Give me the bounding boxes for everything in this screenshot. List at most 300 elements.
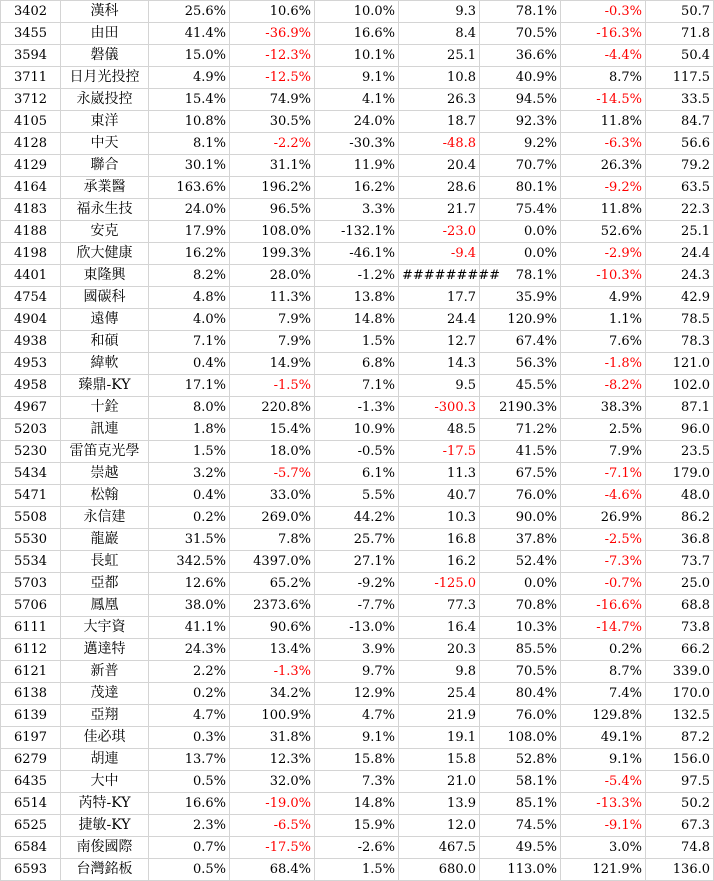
cell-v4: 10.8: [399, 67, 480, 89]
cell-v7: 66.2: [646, 639, 714, 661]
cell-v3: 10.9%: [315, 419, 399, 441]
table-row: [1, 133, 714, 155]
cell-v5: 0.0%: [480, 573, 561, 595]
cell-v7: 117.5: [646, 67, 714, 89]
cell-v6: 7.9%: [561, 441, 646, 463]
cell-v1: 4.0%: [149, 309, 230, 331]
cell-name: 臻鼎-KY: [61, 375, 149, 397]
table-row: [1, 749, 714, 771]
cell-v3: 9.1%: [315, 727, 399, 749]
cell-v7: 25.0: [646, 573, 714, 595]
table-row: [1, 67, 714, 89]
cell-v4: 16.8: [399, 529, 480, 551]
cell-v5: 52.4%: [480, 551, 561, 573]
cell-name: 福永生技: [61, 199, 149, 221]
cell-v6: -4.4%: [561, 45, 646, 67]
cell-v3: 13.8%: [315, 287, 399, 309]
cell-v6: -7.3%: [561, 551, 646, 573]
cell-v4: 12.7: [399, 331, 480, 353]
cell-code: 5508: [1, 507, 61, 529]
cell-name: 緯軟: [61, 353, 149, 375]
cell-v7: 73.8: [646, 617, 714, 639]
cell-v2: -12.5%: [230, 67, 315, 89]
cell-v7: 63.5: [646, 177, 714, 199]
cell-v4: 9.3: [399, 1, 480, 23]
cell-v4: 25.4: [399, 683, 480, 705]
cell-code: 6584: [1, 837, 61, 859]
cell-code: 5703: [1, 573, 61, 595]
cell-v7: 68.8: [646, 595, 714, 617]
cell-v3: 10.1%: [315, 45, 399, 67]
cell-name: 大宇資: [61, 617, 149, 639]
cell-v3: 16.6%: [315, 23, 399, 45]
cell-v5: 90.0%: [480, 507, 561, 529]
cell-v6: -14.7%: [561, 617, 646, 639]
cell-v2: -6.5%: [230, 815, 315, 837]
cell-v6: -2.5%: [561, 529, 646, 551]
cell-v4: 48.5: [399, 419, 480, 441]
cell-v1: 4.9%: [149, 67, 230, 89]
cell-v4: 40.7: [399, 485, 480, 507]
cell-v2: -12.3%: [230, 45, 315, 67]
cell-v7: 71.8: [646, 23, 714, 45]
cell-name: 漢科: [61, 1, 149, 23]
cell-v2: 13.4%: [230, 639, 315, 661]
cell-v2: 108.0%: [230, 221, 315, 243]
table-row: [1, 221, 714, 243]
cell-code: 3455: [1, 23, 61, 45]
cell-v1: 24.3%: [149, 639, 230, 661]
cell-v6: 7.6%: [561, 331, 646, 353]
cell-v2: 7.9%: [230, 309, 315, 331]
table-row: [1, 771, 714, 793]
cell-v7: 86.2: [646, 507, 714, 529]
cell-name: 遠傳: [61, 309, 149, 331]
cell-v2: 18.0%: [230, 441, 315, 463]
cell-v4: 25.1: [399, 45, 480, 67]
cell-v2: 90.6%: [230, 617, 315, 639]
table-row: [1, 1, 714, 23]
cell-v4: 12.0: [399, 815, 480, 837]
table-row: [1, 397, 714, 419]
cell-name: 松翰: [61, 485, 149, 507]
cell-v6: 3.0%: [561, 837, 646, 859]
cell-code: 3402: [1, 1, 61, 23]
cell-v2: -36.9%: [230, 23, 315, 45]
cell-v5: 52.8%: [480, 749, 561, 771]
cell-v4: -23.0: [399, 221, 480, 243]
cell-v4: -9.4: [399, 243, 480, 265]
cell-v4: 21.7: [399, 199, 480, 221]
cell-v1: 4.8%: [149, 287, 230, 309]
cell-v7: 156.0: [646, 749, 714, 771]
cell-name: 十銓: [61, 397, 149, 419]
cell-v4: -300.3: [399, 397, 480, 419]
cell-v1: 0.3%: [149, 727, 230, 749]
cell-v4: 17.7: [399, 287, 480, 309]
table-row: [1, 617, 714, 639]
cell-v7: 179.0: [646, 463, 714, 485]
cell-v6: 129.8%: [561, 705, 646, 727]
cell-v5: 36.6%: [480, 45, 561, 67]
cell-name: 亞翔: [61, 705, 149, 727]
cell-code: 6138: [1, 683, 61, 705]
cell-v6: -9.2%: [561, 177, 646, 199]
cell-name: 新普: [61, 661, 149, 683]
cell-v6: 0.2%: [561, 639, 646, 661]
cell-v2: 28.0%: [230, 265, 315, 287]
table-row: [1, 419, 714, 441]
cell-v5: 70.8%: [480, 595, 561, 617]
cell-v5: 41.5%: [480, 441, 561, 463]
cell-v5: 35.9%: [480, 287, 561, 309]
cell-v1: 15.0%: [149, 45, 230, 67]
cell-v5: 56.3%: [480, 353, 561, 375]
cell-v4: #########: [399, 265, 480, 287]
cell-v2: 2373.6%: [230, 595, 315, 617]
cell-code: 4754: [1, 287, 61, 309]
cell-name: 訊連: [61, 419, 149, 441]
cell-v1: 0.7%: [149, 837, 230, 859]
cell-v6: -10.3%: [561, 265, 646, 287]
cell-v5: 70.5%: [480, 661, 561, 683]
cell-v3: 3.9%: [315, 639, 399, 661]
cell-v3: 16.2%: [315, 177, 399, 199]
cell-name: 中天: [61, 133, 149, 155]
cell-v4: 19.1: [399, 727, 480, 749]
cell-v6: 7.4%: [561, 683, 646, 705]
cell-name: 承業醫: [61, 177, 149, 199]
cell-name: 邁達特: [61, 639, 149, 661]
cell-v6: -0.3%: [561, 1, 646, 23]
table-body: [1, 1, 714, 881]
cell-v7: 87.2: [646, 727, 714, 749]
cell-code: 4188: [1, 221, 61, 243]
table-row: [1, 507, 714, 529]
cell-v1: 10.8%: [149, 111, 230, 133]
cell-v7: 78.5: [646, 309, 714, 331]
cell-code: 4129: [1, 155, 61, 177]
table-row: [1, 837, 714, 859]
cell-v3: 14.8%: [315, 309, 399, 331]
cell-v1: 25.6%: [149, 1, 230, 23]
cell-name: 佳必琪: [61, 727, 149, 749]
cell-code: 6514: [1, 793, 61, 815]
cell-v3: 3.3%: [315, 199, 399, 221]
cell-v7: 73.7: [646, 551, 714, 573]
cell-code: 4967: [1, 397, 61, 419]
cell-v5: 113.0%: [480, 859, 561, 881]
cell-v4: 9.5: [399, 375, 480, 397]
cell-name: 日月光投控: [61, 67, 149, 89]
cell-v5: 37.8%: [480, 529, 561, 551]
cell-v1: 17.9%: [149, 221, 230, 243]
cell-name: 東隆興: [61, 265, 149, 287]
table-row: [1, 375, 714, 397]
table-row: [1, 243, 714, 265]
table-row: [1, 815, 714, 837]
cell-v3: 9.1%: [315, 67, 399, 89]
cell-v6: 49.1%: [561, 727, 646, 749]
cell-name: 捷敏-KY: [61, 815, 149, 837]
table-row: [1, 485, 714, 507]
table-row: [1, 573, 714, 595]
cell-v4: 20.3: [399, 639, 480, 661]
cell-v3: -30.3%: [315, 133, 399, 155]
cell-v2: 30.5%: [230, 111, 315, 133]
cell-v7: 42.9: [646, 287, 714, 309]
cell-code: 4128: [1, 133, 61, 155]
cell-v1: 41.1%: [149, 617, 230, 639]
cell-v6: 8.7%: [561, 661, 646, 683]
cell-v4: 8.4: [399, 23, 480, 45]
cell-v6: -16.3%: [561, 23, 646, 45]
cell-v5: 49.5%: [480, 837, 561, 859]
cell-v2: 65.2%: [230, 573, 315, 595]
cell-v4: 20.4: [399, 155, 480, 177]
cell-v5: 58.1%: [480, 771, 561, 793]
cell-v6: 11.8%: [561, 111, 646, 133]
cell-v3: -0.5%: [315, 441, 399, 463]
table-row: [1, 705, 714, 727]
cell-v3: 1.5%: [315, 859, 399, 881]
cell-v4: 11.3: [399, 463, 480, 485]
cell-code: 5706: [1, 595, 61, 617]
cell-code: 6279: [1, 749, 61, 771]
cell-v2: -17.5%: [230, 837, 315, 859]
cell-v6: 121.9%: [561, 859, 646, 881]
cell-name: 和碩: [61, 331, 149, 353]
cell-v5: 71.2%: [480, 419, 561, 441]
cell-v4: 77.3: [399, 595, 480, 617]
cell-v5: 0.0%: [480, 243, 561, 265]
cell-v2: 12.3%: [230, 749, 315, 771]
cell-v5: 78.1%: [480, 1, 561, 23]
cell-v1: 24.0%: [149, 199, 230, 221]
cell-code: 6197: [1, 727, 61, 749]
cell-v7: 50.2: [646, 793, 714, 815]
cell-v4: 9.8: [399, 661, 480, 683]
cell-code: 5203: [1, 419, 61, 441]
cell-v2: 14.9%: [230, 353, 315, 375]
cell-v3: 6.1%: [315, 463, 399, 485]
cell-v6: -16.6%: [561, 595, 646, 617]
cell-v4: 26.3: [399, 89, 480, 111]
cell-v7: 22.3: [646, 199, 714, 221]
cell-v7: 87.1: [646, 397, 714, 419]
cell-v6: 4.9%: [561, 287, 646, 309]
cell-name: 國碳科: [61, 287, 149, 309]
cell-v1: 0.2%: [149, 683, 230, 705]
cell-name: 雷笛克光學: [61, 441, 149, 463]
cell-v2: -1.3%: [230, 661, 315, 683]
cell-v7: 170.0: [646, 683, 714, 705]
cell-name: 欣大健康: [61, 243, 149, 265]
cell-v1: 7.1%: [149, 331, 230, 353]
cell-name: 茂達: [61, 683, 149, 705]
cell-v3: 14.8%: [315, 793, 399, 815]
cell-v5: 9.2%: [480, 133, 561, 155]
cell-v2: 4397.0%: [230, 551, 315, 573]
cell-code: 5534: [1, 551, 61, 573]
cell-v6: 52.6%: [561, 221, 646, 243]
cell-v2: 32.0%: [230, 771, 315, 793]
cell-name: 鳳凰: [61, 595, 149, 617]
table-row: [1, 45, 714, 67]
cell-v1: 31.5%: [149, 529, 230, 551]
cell-v6: -2.9%: [561, 243, 646, 265]
cell-v7: 24.4: [646, 243, 714, 265]
cell-v1: 30.1%: [149, 155, 230, 177]
cell-v6: -4.6%: [561, 485, 646, 507]
cell-name: 胡連: [61, 749, 149, 771]
table-row: [1, 287, 714, 309]
cell-v7: 36.8: [646, 529, 714, 551]
cell-code: 3711: [1, 67, 61, 89]
cell-v5: 80.4%: [480, 683, 561, 705]
cell-v5: 0.0%: [480, 221, 561, 243]
cell-v7: 132.5: [646, 705, 714, 727]
table-row: [1, 595, 714, 617]
cell-v3: 7.3%: [315, 771, 399, 793]
cell-v1: 38.0%: [149, 595, 230, 617]
cell-v1: 15.4%: [149, 89, 230, 111]
cell-v7: 33.5: [646, 89, 714, 111]
cell-v3: 5.5%: [315, 485, 399, 507]
cell-v2: 10.6%: [230, 1, 315, 23]
cell-name: 安克: [61, 221, 149, 243]
cell-v6: -13.3%: [561, 793, 646, 815]
cell-code: 6111: [1, 617, 61, 639]
cell-v5: 67.4%: [480, 331, 561, 353]
cell-code: 3712: [1, 89, 61, 111]
cell-name: 永崴投控: [61, 89, 149, 111]
cell-v6: -1.8%: [561, 353, 646, 375]
cell-v3: 25.7%: [315, 529, 399, 551]
cell-v5: 78.1%: [480, 265, 561, 287]
table-row: [1, 155, 714, 177]
cell-v3: 9.7%: [315, 661, 399, 683]
cell-v6: -0.7%: [561, 573, 646, 595]
cell-v1: 1.5%: [149, 441, 230, 463]
cell-code: 4183: [1, 199, 61, 221]
cell-v5: 70.5%: [480, 23, 561, 45]
cell-v4: 21.0: [399, 771, 480, 793]
cell-v5: 120.9%: [480, 309, 561, 331]
cell-v1: 16.2%: [149, 243, 230, 265]
cell-v2: 31.1%: [230, 155, 315, 177]
cell-name: 大中: [61, 771, 149, 793]
cell-name: 永信建: [61, 507, 149, 529]
cell-v2: 7.9%: [230, 331, 315, 353]
cell-v6: -8.2%: [561, 375, 646, 397]
cell-name: 東洋: [61, 111, 149, 133]
cell-v3: 6.8%: [315, 353, 399, 375]
cell-code: 4198: [1, 243, 61, 265]
cell-v7: 24.3: [646, 265, 714, 287]
cell-code: 5530: [1, 529, 61, 551]
table-row: [1, 331, 714, 353]
cell-v5: 2190.3%: [480, 397, 561, 419]
cell-v2: 7.8%: [230, 529, 315, 551]
cell-v5: 80.1%: [480, 177, 561, 199]
table-row: [1, 441, 714, 463]
cell-v2: 33.0%: [230, 485, 315, 507]
cell-v1: 16.6%: [149, 793, 230, 815]
cell-v4: 467.5: [399, 837, 480, 859]
table-row: [1, 727, 714, 749]
cell-v3: 11.9%: [315, 155, 399, 177]
cell-v5: 74.5%: [480, 815, 561, 837]
cell-v3: 10.0%: [315, 1, 399, 23]
table-row: [1, 353, 714, 375]
cell-code: 4958: [1, 375, 61, 397]
cell-v5: 108.0%: [480, 727, 561, 749]
cell-v2: 34.2%: [230, 683, 315, 705]
cell-v4: -48.8: [399, 133, 480, 155]
cell-code: 6593: [1, 859, 61, 881]
cell-v2: 199.3%: [230, 243, 315, 265]
cell-v5: 70.7%: [480, 155, 561, 177]
cell-v7: 136.0: [646, 859, 714, 881]
cell-v4: 16.2: [399, 551, 480, 573]
cell-code: 4953: [1, 353, 61, 375]
cell-v1: 0.2%: [149, 507, 230, 529]
cell-v2: 15.4%: [230, 419, 315, 441]
cell-v5: 10.3%: [480, 617, 561, 639]
cell-v6: -5.4%: [561, 771, 646, 793]
cell-v4: 16.4: [399, 617, 480, 639]
cell-v1: 0.5%: [149, 859, 230, 881]
cell-v4: -17.5: [399, 441, 480, 463]
cell-v1: 17.1%: [149, 375, 230, 397]
table-row: [1, 529, 714, 551]
table-row: [1, 265, 714, 287]
cell-v7: 67.3: [646, 815, 714, 837]
cell-v3: 4.1%: [315, 89, 399, 111]
cell-v3: -7.7%: [315, 595, 399, 617]
cell-code: 5434: [1, 463, 61, 485]
cell-v7: 25.1: [646, 221, 714, 243]
cell-v1: 4.7%: [149, 705, 230, 727]
cell-v7: 339.0: [646, 661, 714, 683]
table-row: [1, 661, 714, 683]
cell-code: 4938: [1, 331, 61, 353]
cell-v3: -9.2%: [315, 573, 399, 595]
cell-v2: 269.0%: [230, 507, 315, 529]
cell-v7: 84.7: [646, 111, 714, 133]
cell-v7: 74.8: [646, 837, 714, 859]
cell-v2: 96.5%: [230, 199, 315, 221]
table-row: [1, 793, 714, 815]
table-row: [1, 23, 714, 45]
table-row: [1, 177, 714, 199]
cell-v1: 8.1%: [149, 133, 230, 155]
cell-v4: 15.8: [399, 749, 480, 771]
cell-v5: 92.3%: [480, 111, 561, 133]
cell-name: 台灣銘板: [61, 859, 149, 881]
cell-v5: 76.0%: [480, 485, 561, 507]
cell-v4: -125.0: [399, 573, 480, 595]
cell-v7: 79.2: [646, 155, 714, 177]
cell-v1: 1.8%: [149, 419, 230, 441]
cell-v3: -132.1%: [315, 221, 399, 243]
cell-code: 4105: [1, 111, 61, 133]
table-row: [1, 89, 714, 111]
cell-v5: 94.5%: [480, 89, 561, 111]
cell-v1: 0.5%: [149, 771, 230, 793]
cell-v1: 8.2%: [149, 265, 230, 287]
